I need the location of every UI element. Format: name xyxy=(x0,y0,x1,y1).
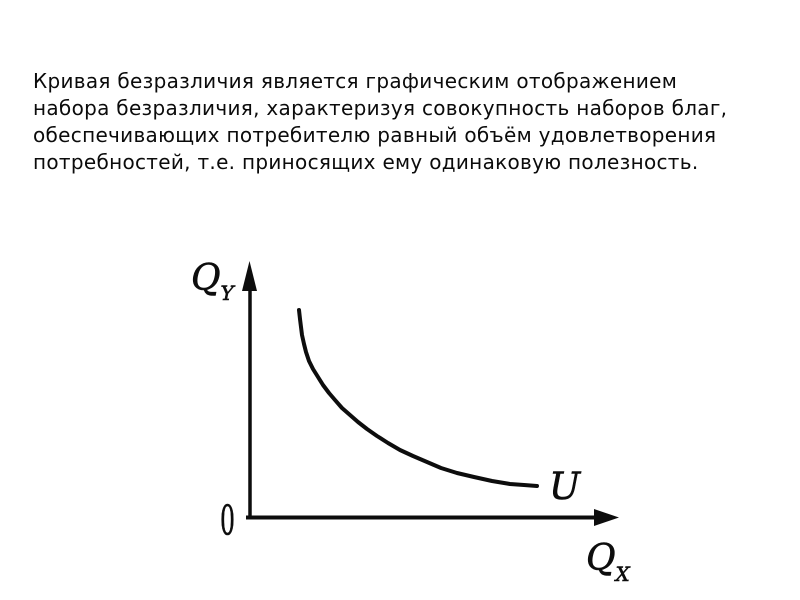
y-axis-label-main: Q xyxy=(191,258,221,299)
intro-line: Кривая безразличия является графическим отображением xyxy=(33,69,678,93)
indifference-curve xyxy=(299,310,537,486)
curve-label: U xyxy=(549,465,581,508)
intro-line: потребностей, т.е. приносящих ему одинаковую полезность. xyxy=(33,150,699,174)
y-axis-label xyxy=(191,258,236,305)
x-axis-label-sub: X xyxy=(615,562,630,586)
intro-line: обеспечивающих потребителю равный объём удовлетворения xyxy=(33,123,717,147)
x-axis-label-main: Q xyxy=(586,538,616,579)
intro-line: набора безразличия, характеризуя совокупность наборов благ, xyxy=(33,96,728,120)
y-axis-arrowhead xyxy=(242,261,257,291)
origin-label: 0 xyxy=(220,497,235,545)
y-axis-label-sub: Y xyxy=(220,281,234,305)
x-axis-arrowhead xyxy=(594,509,619,526)
x-axis-label xyxy=(586,538,631,586)
